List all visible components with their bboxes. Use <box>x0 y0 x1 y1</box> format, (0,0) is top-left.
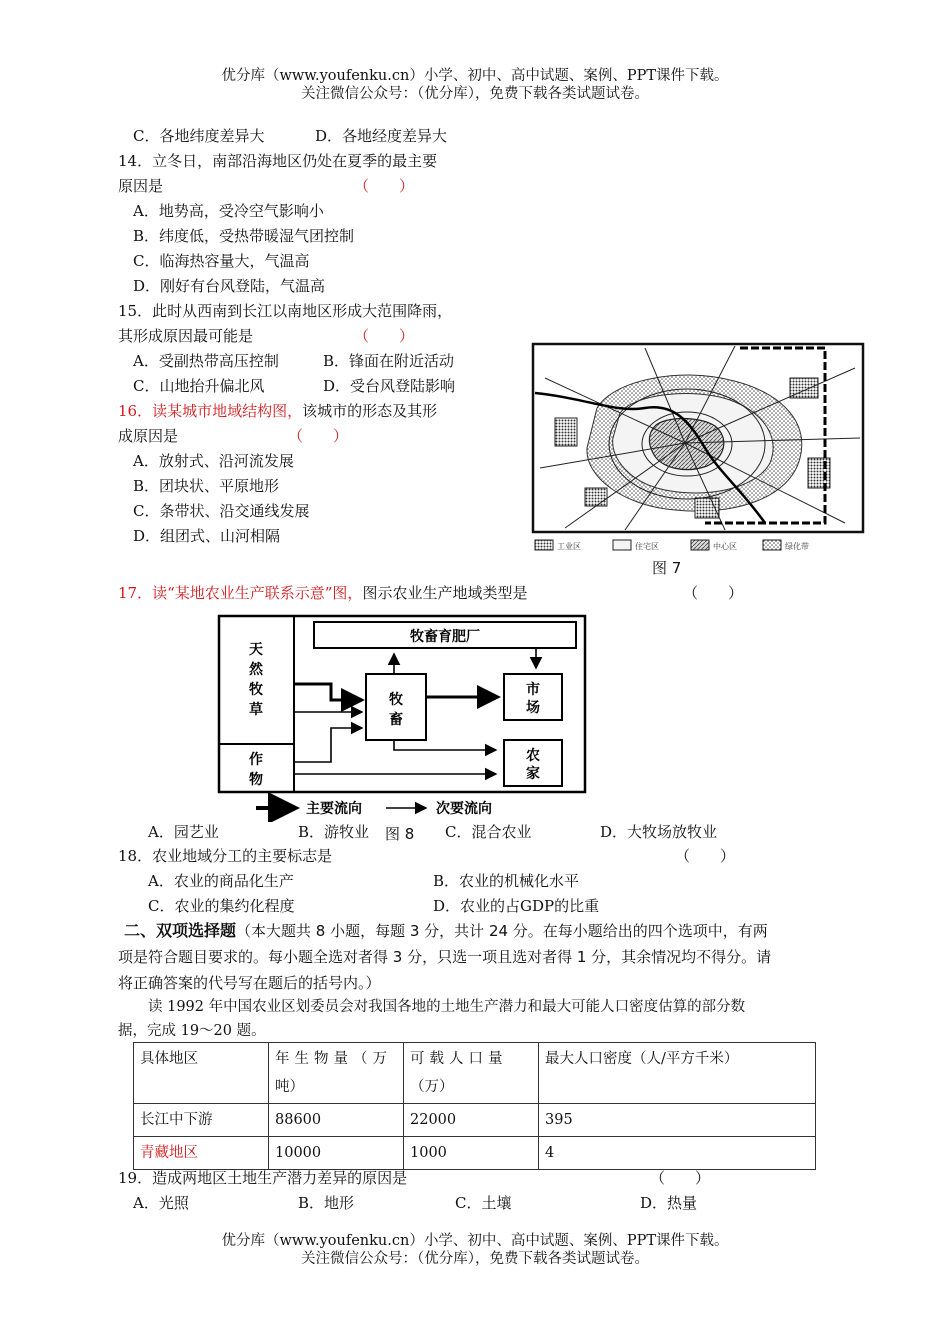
q18-option-c: C．农业的集约化程度 <box>148 897 295 915</box>
q15-stem-line2: 其形成原因最可能是 <box>118 327 254 345</box>
pasture-char-4: 草 <box>249 702 263 718</box>
cell-biomass: 88600 <box>269 1104 404 1137</box>
legend-residential-swatch <box>613 540 631 550</box>
section2-intro-line1: 读 1992 年中国农业区划委员会对我国各地的土地生产潜力和最大可能人口密度估算的部分数 <box>148 999 746 1015</box>
q18-stem: 18．农业地域分工的主要标志是 <box>118 847 333 865</box>
q14-option-d: D．刚好有台风登陆，气温高 <box>133 277 326 295</box>
q18-option-b: B．农业的机械化水平 <box>433 872 580 890</box>
q13-option-c: C．各地纬度差异大 <box>133 127 265 145</box>
market-char-1: 市 <box>526 682 540 698</box>
farm-char-2: 家 <box>526 766 540 782</box>
q14-stem-line1: 14．立冬日，南部沿海地区仍处在夏季的最主要 <box>118 152 438 170</box>
pasture-char-2: 然 <box>249 662 263 678</box>
livestock-char-1: 牧 <box>389 692 403 708</box>
q13-option-d: D．各地经度差异大 <box>315 127 448 145</box>
cell-population: 22000 <box>404 1104 539 1137</box>
q16-option-d: D．组团式、山河相隔 <box>133 527 281 545</box>
q17-option-d: D．大牧场放牧业 <box>600 823 718 841</box>
farm-char-1: 农 <box>526 748 540 764</box>
q19-option-c: C．土壤 <box>455 1194 512 1212</box>
cell-region: 青藏地区 <box>134 1137 269 1170</box>
industrial-patch <box>808 458 830 488</box>
section2-desc-line3: 将正确答案的代号写在题后的括号内。） <box>118 974 381 992</box>
q16-stem-line1 <box>118 399 437 424</box>
q16-option-b: B．团块状、平原地形 <box>133 477 280 495</box>
figure-7-caption: 图 7 <box>652 559 682 577</box>
cell-density: 4 <box>539 1137 816 1170</box>
q17-option-a: A．园艺业 <box>148 823 219 841</box>
q16-answer-blank[interactable]: （ ） <box>288 427 349 445</box>
industrial-patch <box>555 418 577 446</box>
factory-label: 牧畜育肥厂 <box>410 629 480 645</box>
q17-stem-rest: 图示农业生产地域类型是 <box>362 584 528 602</box>
figure-7-city-map <box>525 338 870 563</box>
q19-option-a: A．光照 <box>133 1194 189 1212</box>
table-row <box>134 1104 816 1137</box>
header-biomass-line2: 吨） <box>275 1079 304 1095</box>
q15-option-a: A．受副热带高压控制 <box>133 352 279 370</box>
header-biomass-line1: 年生物量（万 <box>275 1051 392 1067</box>
header-density: 最大人口密度（人/平方千米） <box>539 1043 816 1104</box>
q17-option-b: B．游牧业 <box>298 823 370 841</box>
q14-answer-blank[interactable]: （ ） <box>354 177 415 195</box>
legend-industrial: 工业区 <box>557 542 581 551</box>
q17-answer-blank[interactable]: （ ） <box>683 584 744 602</box>
flow-arrows <box>294 648 536 774</box>
q19-stem: 19．造成两地区土地生产潜力差异的原因是 <box>118 1169 408 1187</box>
pasture-char-1: 天 <box>249 642 263 658</box>
q14-option-a: A．地势高，受冷空气影响小 <box>133 202 324 220</box>
legend-industrial-swatch <box>535 540 553 550</box>
section2-line1 <box>124 918 768 944</box>
livestock-char-2: 畜 <box>389 712 403 728</box>
pasture-box <box>219 616 294 744</box>
footer-line-2: 关注微信公众号：（优分库），免费下载各类试题试卷。 <box>301 1251 649 1267</box>
legend-greenbelt-swatch <box>763 540 781 550</box>
q18-option-a: A．农业的商品化生产 <box>148 872 294 890</box>
q15-option-c: C．山地抬升偏北风 <box>133 377 265 395</box>
cell-region: 长江中下游 <box>134 1104 269 1137</box>
land-potential-table <box>133 1042 816 1170</box>
q18-option-d: D．农业的占GDP的比重 <box>433 897 600 915</box>
header-biomass <box>269 1043 404 1104</box>
q14-option-c: C．临海热容量大，气温高 <box>133 252 310 270</box>
cell-density: 395 <box>539 1104 816 1137</box>
crops-char-1: 作 <box>249 752 263 768</box>
footer-line-1: 优分库（www.youfenku.cn）小学、初中、高中试题、案例、PPT课件下载。 <box>221 1233 729 1249</box>
market-char-2: 场 <box>526 700 540 716</box>
q19-option-d: D．热量 <box>640 1194 698 1212</box>
q17-stem <box>118 581 527 606</box>
figure-8-caption: 图 8 <box>385 825 415 843</box>
q16-option-c: C．条带状、沿交通线发展 <box>133 502 310 520</box>
section2-intro-line2: 据，完成 19～20 题。 <box>118 1023 266 1039</box>
cell-population: 1000 <box>404 1137 539 1170</box>
cell-biomass: 10000 <box>269 1137 404 1170</box>
section2-desc-line1: （本大题共 8 小题，每题 3 分，共计 24 分。在每小题给出的四个选项中，有两 <box>236 922 768 940</box>
figure-8-agriculture-diagram <box>216 612 591 822</box>
q16-stem-highlight: 16．读某城市地域结构图， <box>118 402 303 420</box>
header-population-line1: 可载人口量 <box>410 1051 508 1067</box>
q19-option-b: B．地形 <box>298 1194 355 1212</box>
pasture-char-3: 牧 <box>249 682 263 698</box>
crops-char-2: 物 <box>249 772 263 788</box>
table-header-row <box>134 1043 816 1104</box>
header-line-2: 关注微信公众号：（优分库），免费下载各类试题试卷。 <box>301 86 649 102</box>
industrial-patch <box>585 488 607 506</box>
q14-option-b: B．纬度低，受热带暖湿气团控制 <box>133 227 355 245</box>
q17-option-c: C．混合农业 <box>445 823 532 841</box>
header-line-1: 优分库（www.youfenku.cn）小学、初中、高中试题、案例、PPT课件下载。 <box>221 68 729 84</box>
section2-title: 二、双项选择题 <box>124 921 237 940</box>
header-population-line2: （万） <box>410 1079 454 1095</box>
header-population <box>404 1043 539 1104</box>
legend-center: 中心区 <box>713 542 737 551</box>
legend-main-label: 主要流向 <box>306 801 362 817</box>
q15-option-d: D．受台风登陆影响 <box>323 377 456 395</box>
section2-desc-line2: 项是符合题目要求的。每小题全选对者得 3 分，只选一项且选对者得 1 分，其余情况均不得分。请 <box>118 948 772 966</box>
q19-answer-blank[interactable]: （ ） <box>650 1169 711 1187</box>
q17-stem-highlight: 17．读“某地农业生产联系示意”图， <box>118 584 363 602</box>
table-row <box>134 1137 816 1170</box>
q16-option-a: A．放射式、沿河流发展 <box>133 452 294 470</box>
legend-minor-label: 次要流向 <box>436 801 492 817</box>
legend-center-swatch <box>691 540 709 550</box>
legend-residential: 住宅区 <box>635 542 659 551</box>
header-region: 具体地区 <box>134 1043 269 1104</box>
q15-answer-blank[interactable]: （ ） <box>354 327 415 345</box>
q15-stem-line1: 15．此时从西南到长江以南地区形成大范围降雨， <box>118 302 453 320</box>
q16-stem-rest: 该城市的形态及其形 <box>302 402 438 420</box>
q15-option-b: B．锋面在附近活动 <box>323 352 455 370</box>
q16-stem-line2: 成原因是 <box>118 427 179 445</box>
q18-answer-blank[interactable]: （ ） <box>675 847 736 865</box>
legend-greenbelt: 绿化带 <box>785 542 809 551</box>
q14-stem-line2: 原因是 <box>118 177 164 195</box>
